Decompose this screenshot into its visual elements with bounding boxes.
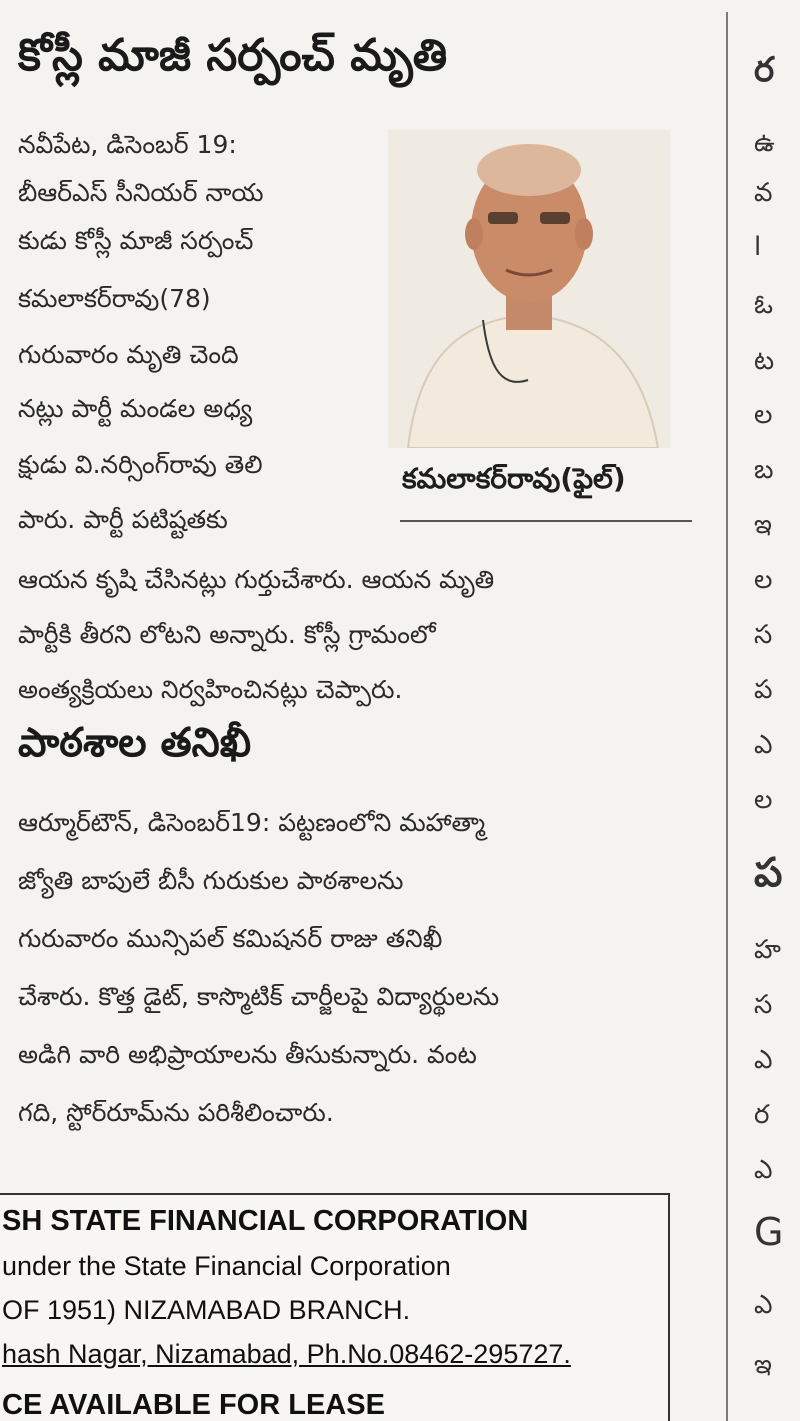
article2-line: అడిగి వారి అభిప్రాయాలను తీసుకున్నారు. వంట [18, 1040, 477, 1069]
lease-advertisement [0, 1193, 670, 1421]
ad-line: under the State Financial Corporation [2, 1251, 451, 1281]
article2-headline: పాఠశాల తనిఖీ [18, 720, 252, 766]
article1-line: నవీపేట, డిసెంబర్ 19: [18, 130, 237, 159]
caption-divider [400, 520, 692, 522]
right-column-char: ఎ [754, 1045, 773, 1075]
right-column-char: ర [754, 1100, 770, 1130]
right-column-char: బ [754, 455, 774, 485]
right-column-char: వ [754, 178, 773, 208]
article1-line: కుడు కోస్లీ మాజీ సర్పంచ్ [18, 226, 254, 255]
article2-line: గురువారం మున్సిపల్ కమిషనర్ రాజు తనిఖీ [18, 924, 443, 953]
ad-title: SH STATE FINANCIAL CORPORATION [2, 1205, 529, 1237]
article1-line: బీఆర్ఎస్ సీనియర్ నాయ [18, 178, 264, 207]
right-column-char: స [754, 620, 773, 650]
article1-line: నట్లు పార్టీ మండల అధ్య [18, 394, 253, 423]
article2-line: జ్యోతి బాపులే బీసీ గురుకుల పాఠశాలను [18, 866, 404, 895]
article1-headline: కోస్లీ మాజీ సర్పంచ్ మృతి [18, 30, 448, 81]
right-column-cutoff [732, 0, 800, 1421]
right-column-char: ల [754, 400, 773, 430]
article1-line: గురువారం మృతి చెంది [18, 340, 239, 369]
column-divider [726, 12, 728, 1421]
photo-caption: కమలాకర్‌రావు(ఫైల్) [402, 462, 626, 495]
article1-line: ఆయన కృషి చేసినట్లు గుర్తుచేశారు. ఆయన మృతి [18, 565, 495, 594]
right-column-char: l [754, 232, 762, 262]
right-column-char: ప [754, 850, 783, 896]
right-column-char: ర [754, 50, 775, 90]
right-column-char: ఉ [754, 128, 775, 158]
article1-line: పారు. పార్టీ పటిష్టతకు [18, 505, 228, 534]
right-column-char: ప [754, 675, 773, 705]
article2-line: చేశారు. కొత్త డైట్, కాస్మొటిక్ చార్జీలపై విద్యార్థులను [18, 982, 500, 1011]
article1-line: అంత్యక్రియలు నిర్వహించినట్లు చెప్పారు. [18, 675, 403, 704]
right-column-char: ల [754, 785, 773, 815]
article1-line: పార్టీకి తీరని లోటని అన్నారు. కోస్లీ గ్రామంలో [18, 620, 436, 649]
article1-line: కమలాకర్‌రావు(78) [18, 284, 211, 313]
article2-line: ఆర్మూర్‌టౌన్, డిసెంబర్19: పట్టణంలోని మహాత్మా [18, 808, 486, 837]
right-column-char: ఇ [754, 510, 772, 540]
right-column-char: హ [754, 935, 781, 965]
right-column-char: ఎ [754, 1290, 773, 1320]
right-column-char: ఎ [754, 730, 773, 760]
ad-lease-heading: CE AVAILABLE FOR LEASE [2, 1389, 385, 1421]
right-column-char: స [754, 990, 773, 1020]
right-column-char: ఎ [754, 1155, 773, 1185]
portrait-photo [388, 130, 670, 448]
right-column-char: ల [754, 565, 773, 595]
portrait-illustration [388, 130, 670, 448]
right-column-char: G [754, 1210, 784, 1254]
right-column-char: ఇ [754, 1350, 772, 1380]
article1-line: క్షుడు వి.నర్సింగ్‌రావు తెలి [18, 450, 263, 479]
right-column-char: ట [754, 346, 775, 376]
article2-line: గది, స్టోర్‌రూమ్‌ను పరిశీలించారు. [18, 1098, 334, 1127]
ad-line: OF 1951) NIZAMABAD BRANCH. [2, 1295, 411, 1325]
right-column-char: ఓ [754, 290, 774, 320]
ad-address: hash Nagar, Nizamabad, Ph.No.08462-295727. [2, 1339, 571, 1369]
